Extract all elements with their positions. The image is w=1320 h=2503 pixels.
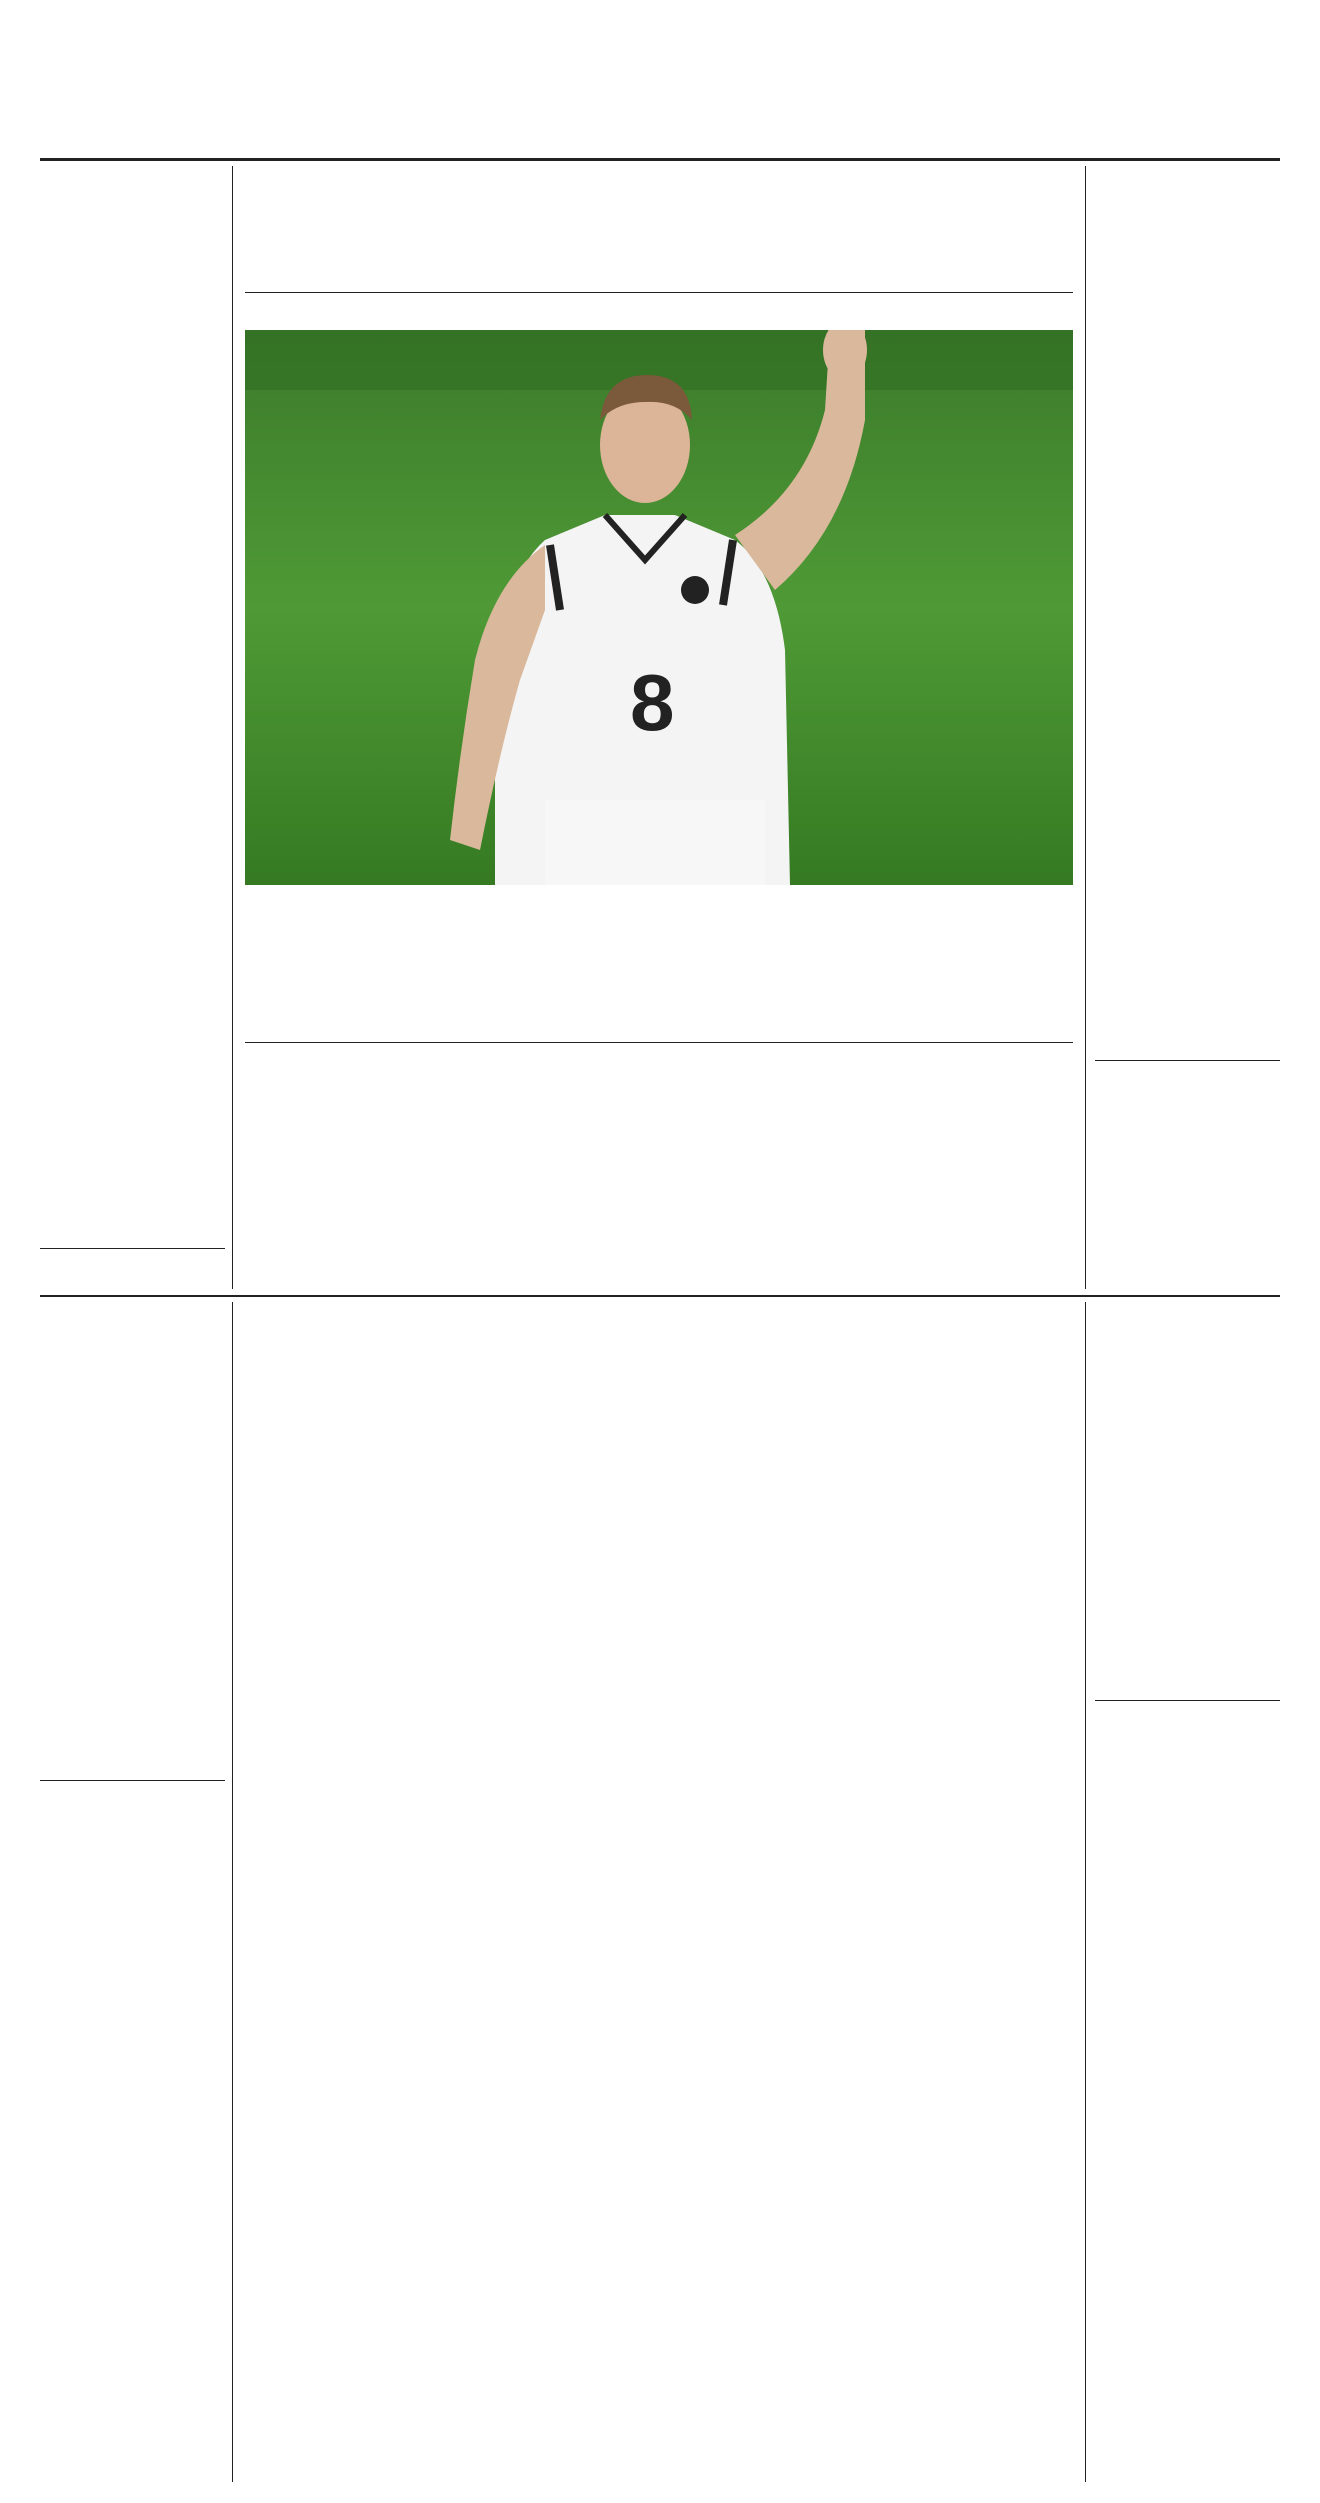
aek-column	[1095, 298, 1280, 302]
column-rule	[232, 166, 233, 1289]
column-rule	[232, 1302, 233, 2482]
horizontal-rule	[40, 1248, 225, 1249]
story-paok	[40, 1300, 225, 1308]
column-rule	[1085, 1302, 1086, 2482]
horizontal-rule	[40, 1295, 1280, 1297]
story-stivos	[1095, 1308, 1280, 1316]
asteras-col4	[880, 1182, 1075, 1186]
horizontal-rule	[40, 1780, 225, 1781]
horizontal-rule	[1095, 1060, 1280, 1061]
masthead-rule	[40, 158, 1280, 161]
svg-text:8: 8	[630, 658, 675, 747]
horizontal-rule	[1095, 1700, 1280, 1701]
kroos-photo	[245, 330, 1073, 885]
horizontal-rule	[245, 292, 1073, 293]
story-kotsiras	[40, 168, 225, 174]
horizontal-rule	[245, 1042, 1073, 1043]
asteras-headline	[245, 1060, 1073, 1108]
masthead	[0, 0, 1320, 160]
column-rule	[1085, 166, 1086, 1289]
